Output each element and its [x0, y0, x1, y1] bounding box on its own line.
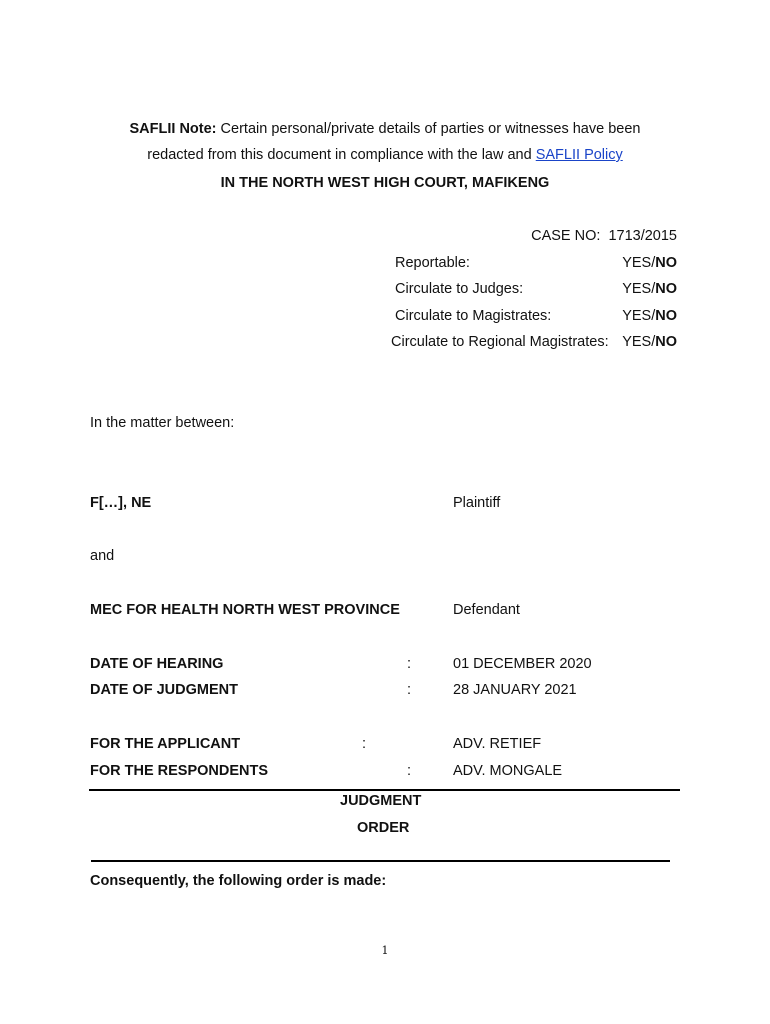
saflii-note-line1	[0, 121, 770, 137]
order-heading: ORDER	[357, 820, 410, 836]
flag-no: NO	[655, 308, 677, 324]
saflii-note-line2	[0, 147, 770, 163]
flag-value-judges	[622, 281, 677, 297]
saflii-note-text: Certain personal/private details of parties or witnesses have been	[220, 121, 641, 137]
judgment-date-sep: :	[407, 682, 412, 698]
flag-value-regional-magistrates	[622, 334, 677, 350]
judgment-date-label: DATE OF JUDGMENT	[90, 682, 238, 698]
plaintiff-name: F[…], NE	[90, 495, 152, 511]
hearing-date-value: 01 DECEMBER 2020	[453, 656, 592, 672]
case-number-line	[531, 228, 677, 244]
case-number-value: 1713/2015	[608, 228, 677, 244]
saflii-note-label: SAFLII Note:	[129, 121, 217, 137]
applicant-counsel-value: ADV. RETIEF	[453, 736, 542, 752]
defendant-name: MEC FOR HEALTH NORTH WEST PROVINCE	[90, 602, 400, 618]
court-title: IN THE NORTH WEST HIGH COURT, MAFIKENG	[220, 175, 550, 191]
applicant-counsel-label: FOR THE APPLICANT	[90, 736, 241, 752]
flag-label-regional-magistrates: Circulate to Regional Magistrates:	[391, 334, 609, 350]
flag-value-reportable	[622, 255, 677, 271]
flag-no: NO	[655, 334, 677, 350]
flag-yes: YES/	[622, 334, 656, 350]
divider-top	[89, 789, 680, 791]
flag-label-judges: Circulate to Judges:	[395, 281, 524, 297]
flag-yes: YES/	[622, 308, 656, 324]
flag-yes: YES/	[622, 281, 656, 297]
and-text: and	[90, 548, 115, 564]
respondents-counsel-value: ADV. MONGALE	[453, 763, 563, 779]
page-number: 1	[381, 944, 389, 957]
matter-intro: In the matter between:	[90, 415, 235, 431]
flag-no: NO	[655, 281, 677, 297]
hearing-date-sep: :	[407, 656, 412, 672]
judgment-date-value: 28 JANUARY 2021	[453, 682, 577, 698]
saflii-note-text-2: redacted from this document in compliance with the law and	[147, 147, 532, 163]
order-intro: Consequently, the following order is made:	[90, 873, 387, 889]
flag-yes: YES/	[622, 255, 656, 271]
judgment-heading: JUDGMENT	[340, 793, 422, 809]
case-number-label: CASE NO:	[531, 228, 601, 244]
hearing-date-label: DATE OF HEARING	[90, 656, 224, 672]
flag-no: NO	[655, 255, 677, 271]
applicant-counsel-sep: :	[362, 736, 367, 752]
respondents-counsel-label: FOR THE RESPONDENTS	[90, 763, 269, 779]
flag-value-magistrates	[622, 308, 677, 324]
flag-label-reportable: Reportable:	[395, 255, 470, 271]
flag-label-magistrates: Circulate to Magistrates:	[395, 308, 552, 324]
defendant-role: Defendant	[453, 602, 520, 618]
plaintiff-role: Plaintiff	[453, 495, 501, 511]
saflii-policy-link[interactable]: SAFLII Policy	[535, 147, 623, 163]
divider-bottom	[91, 860, 670, 862]
respondents-counsel-sep: :	[407, 763, 412, 779]
